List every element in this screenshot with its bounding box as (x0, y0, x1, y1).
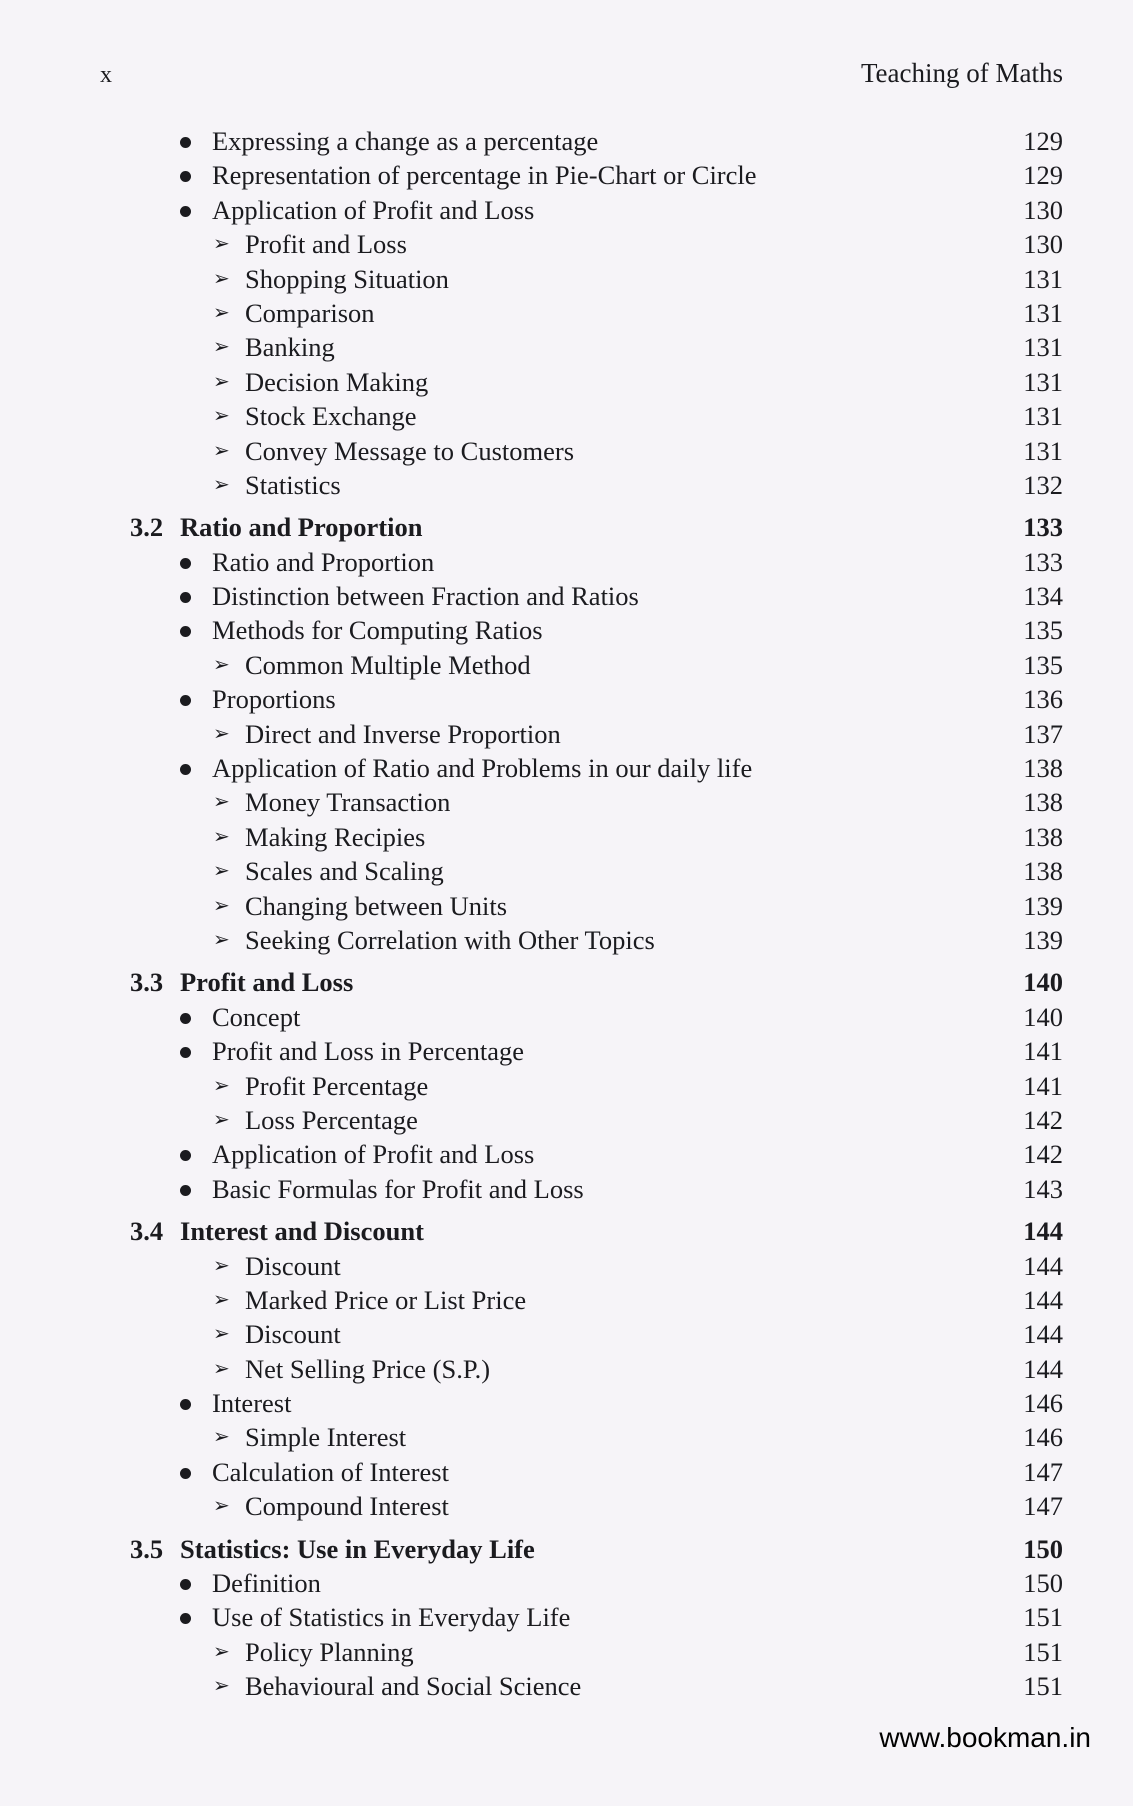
toc-entry-title: Seeking Correlation with Other Topics (245, 924, 655, 955)
toc-page-number: 143 (1023, 1173, 1063, 1204)
toc-entry-title: Banking (245, 332, 335, 363)
toc-subitem-row (0, 1283, 1133, 1317)
toc-page-number: 130 (1023, 194, 1063, 225)
toc-entry-title: Shopping Situation (245, 263, 449, 294)
toc-bullet-row (0, 1034, 1133, 1068)
toc-bullet-row (0, 158, 1133, 192)
toc-page-number: 150 (1023, 1568, 1063, 1599)
toc-subitem-row (0, 227, 1133, 261)
toc-page-number: 144 (1023, 1319, 1063, 1350)
toc-bullet-row (0, 1386, 1133, 1420)
toc-entry-title: Profit Percentage (245, 1070, 429, 1101)
toc-subitem-row (0, 717, 1133, 751)
toc-entry-title: Loss Percentage (245, 1104, 418, 1135)
toc-page-number: 146 (1023, 1388, 1063, 1419)
toc-entry-title: Statistics: Use in Everyday Life (180, 1533, 535, 1564)
bullet-icon (180, 592, 191, 603)
toc-page-number: 146 (1023, 1422, 1063, 1453)
toc-subitem-row (0, 1249, 1133, 1283)
toc-entry-title: Ratio and Proportion (180, 512, 423, 543)
toc-page-number: 151 (1023, 1671, 1063, 1702)
bullet-icon (180, 558, 191, 569)
toc-subitem-row (0, 330, 1133, 364)
toc-page-number: 141 (1023, 1070, 1063, 1101)
toc-subitem-row (0, 923, 1133, 957)
toc-page-number: 131 (1023, 297, 1063, 328)
toc-subitem-row (0, 1069, 1133, 1103)
toc-entry-title: Profit and Loss (245, 229, 407, 260)
arrowhead-icon: ➢ (213, 791, 230, 814)
toc-entry-title: Use of Statistics in Everyday Life (212, 1602, 571, 1633)
bullet-icon (180, 171, 191, 182)
toc-page-number: 142 (1023, 1104, 1063, 1135)
section-number: 3.5 (130, 1533, 164, 1564)
toc-entry-title: Interest (212, 1388, 292, 1419)
arrowhead-icon: ➢ (213, 301, 230, 324)
toc-entry-title: Making Recipies (245, 821, 426, 852)
toc-bullet-row (0, 1000, 1133, 1034)
arrowhead-icon: ➢ (213, 1357, 230, 1380)
toc-entry-title: Application of Ratio and Problems in our daily life (212, 753, 753, 784)
arrowhead-icon: ➢ (213, 1288, 230, 1311)
section-number: 3.2 (130, 512, 164, 543)
toc-entry-title: Concept (212, 1001, 301, 1032)
bullet-icon (180, 1399, 191, 1410)
toc-page-number: 134 (1023, 581, 1063, 612)
toc-page-number: 135 (1023, 615, 1063, 646)
toc-subitem-row (0, 399, 1133, 433)
toc-page-number: 140 (1023, 1001, 1063, 1032)
toc-bullet-row (0, 124, 1133, 158)
bullet-icon (180, 764, 191, 775)
toc-page-number: 131 (1023, 263, 1063, 294)
toc-entry-title: Distinction between Fraction and Ratios (212, 581, 639, 612)
toc-section-row (0, 965, 1133, 999)
toc-section-row (0, 510, 1133, 544)
toc-page-number: 138 (1023, 787, 1063, 818)
toc-entry-title: Definition (212, 1568, 321, 1599)
toc-subitem-row (0, 262, 1133, 296)
arrowhead-icon: ➢ (213, 1640, 230, 1663)
toc-page-number: 142 (1023, 1139, 1063, 1170)
toc-bullet-row (0, 1566, 1133, 1600)
toc-bullet-row (0, 1137, 1133, 1171)
toc-page-number: 151 (1023, 1636, 1063, 1667)
toc-bullet-row (0, 682, 1133, 716)
bullet-icon (180, 1150, 191, 1161)
toc-subitem-row (0, 468, 1133, 502)
toc-page-number: 138 (1023, 821, 1063, 852)
toc-section-row (0, 1532, 1133, 1566)
arrowhead-icon: ➢ (213, 405, 230, 428)
toc-page-number: 138 (1023, 753, 1063, 784)
toc-entry-title: Proportions (212, 684, 336, 715)
toc-page-number: 135 (1023, 649, 1063, 680)
arrowhead-icon: ➢ (213, 722, 230, 745)
toc-entry-title: Marked Price or List Price (245, 1284, 527, 1315)
toc-page-number: 139 (1023, 924, 1063, 955)
toc-bullet-row (0, 1455, 1133, 1489)
toc-bullet-row (0, 1172, 1133, 1206)
toc-page-number: 139 (1023, 890, 1063, 921)
toc-page-number: 138 (1023, 856, 1063, 887)
toc-entry-title: Methods for Computing Ratios (212, 615, 543, 646)
toc-page-number: 144 (1023, 1284, 1063, 1315)
toc-entry-title: Expressing a change as a percentage (212, 126, 599, 156)
toc-entry-title: Behavioural and Social Science (245, 1671, 582, 1702)
bullet-icon (180, 1013, 191, 1024)
toc-page-number: 141 (1023, 1036, 1063, 1067)
toc-entry-title: Basic Formulas for Profit and Loss (212, 1173, 584, 1204)
arrowhead-icon: ➢ (213, 233, 230, 256)
arrowhead-icon: ➢ (213, 473, 230, 496)
toc-subitem-row (0, 785, 1133, 819)
toc-page-number: 132 (1023, 469, 1063, 500)
toc-subitem-row (0, 854, 1133, 888)
toc-entry-title: Stock Exchange (245, 401, 417, 432)
toc-entry-title: Money Transaction (245, 787, 451, 818)
toc-subitem-row (0, 296, 1133, 330)
toc-page-number: 144 (1023, 1250, 1063, 1281)
toc-bullet-row (0, 751, 1133, 785)
bullet-icon (180, 206, 191, 217)
arrowhead-icon: ➢ (213, 1426, 230, 1449)
toc-page-number: 131 (1023, 366, 1063, 397)
arrowhead-icon: ➢ (213, 825, 230, 848)
toc-entry-title: Decision Making (245, 366, 429, 397)
bullet-icon (180, 137, 191, 148)
toc-entry-title: Statistics (245, 469, 341, 500)
arrowhead-icon: ➢ (213, 653, 230, 676)
table-of-contents (0, 124, 1133, 1704)
publisher-website: www.bookman.in (879, 1722, 1091, 1753)
toc-entry-title: Interest and Discount (180, 1216, 424, 1247)
toc-page-number: 131 (1023, 435, 1063, 466)
toc-bullet-row (0, 579, 1133, 613)
toc-page-number: 140 (1023, 967, 1063, 998)
arrowhead-icon: ➢ (213, 1323, 230, 1346)
toc-subitem-row (0, 820, 1133, 854)
toc-page-number: 144 (1023, 1216, 1063, 1247)
toc-page-number: 129 (1023, 126, 1063, 156)
bullet-icon (180, 1613, 191, 1624)
toc-bullet-row (0, 193, 1133, 227)
arrowhead-icon: ➢ (213, 370, 230, 393)
bullet-icon (180, 695, 191, 706)
toc-bullet-row (0, 613, 1133, 647)
arrowhead-icon: ➢ (213, 1108, 230, 1131)
toc-page-number: 136 (1023, 684, 1063, 715)
toc-bullet-row (0, 545, 1133, 579)
toc-subitem-row (0, 1669, 1133, 1703)
toc-entry-title: Simple Interest (245, 1422, 407, 1453)
toc-page-number: 144 (1023, 1353, 1063, 1384)
toc-subitem-row (0, 1317, 1133, 1351)
bullet-icon (180, 626, 191, 637)
section-number: 3.3 (130, 967, 164, 998)
running-title: Teaching of Maths (860, 58, 1063, 88)
toc-entry-title: Convey Message to Customers (245, 435, 575, 466)
toc-subitem-row (0, 1352, 1133, 1386)
toc-subitem-row (0, 1420, 1133, 1454)
arrowhead-icon: ➢ (213, 1074, 230, 1097)
toc-entry-title: Ratio and Proportion (212, 546, 435, 577)
arrowhead-icon: ➢ (213, 439, 230, 462)
toc-entry-title: Profit and Loss in Percentage (212, 1036, 525, 1067)
toc-page-number: 137 (1023, 718, 1063, 749)
bullet-icon (180, 1579, 191, 1590)
arrowhead-icon: ➢ (213, 1495, 230, 1518)
toc-subitem-row (0, 1635, 1133, 1669)
arrowhead-icon: ➢ (213, 928, 230, 951)
toc-entry-title: Common Multiple Method (245, 649, 531, 680)
toc-page-number: 147 (1023, 1456, 1063, 1487)
toc-subitem-row (0, 365, 1133, 399)
page-number: x (100, 62, 112, 88)
toc-entry-title: Discount (245, 1319, 341, 1350)
arrowhead-icon: ➢ (213, 1675, 230, 1698)
bullet-icon (180, 1468, 191, 1479)
toc-subitem-row (0, 889, 1133, 923)
toc-entry-title: Profit and Loss (180, 967, 354, 998)
toc-entry-title: Application of Profit and Loss (212, 1139, 535, 1170)
toc-entry-title: Application of Profit and Loss (212, 194, 535, 225)
toc-entry-title: Calculation of Interest (212, 1456, 449, 1487)
arrowhead-icon: ➢ (213, 894, 230, 917)
toc-page-number: 133 (1023, 546, 1063, 577)
toc-entry-title: Compound Interest (245, 1491, 449, 1522)
toc-page-number: 130 (1023, 229, 1063, 260)
toc-page-number: 131 (1023, 332, 1063, 363)
toc-subitem-row (0, 1103, 1133, 1137)
toc-entry-title: Changing between Units (245, 890, 508, 921)
toc-section-row (0, 1214, 1133, 1248)
toc-page-number: 151 (1023, 1602, 1063, 1633)
section-number: 3.4 (130, 1216, 164, 1247)
toc-page-number: 150 (1023, 1533, 1063, 1564)
toc-entry-title: Net Selling Price (S.P.) (245, 1353, 491, 1384)
bullet-icon (180, 1047, 191, 1058)
toc-entry-title: Policy Planning (245, 1636, 414, 1667)
arrowhead-icon: ➢ (213, 1254, 230, 1277)
arrowhead-icon: ➢ (213, 267, 230, 290)
toc-subitem-row (0, 648, 1133, 682)
bullet-icon (180, 1185, 191, 1196)
toc-subitem-row (0, 434, 1133, 468)
toc-page-number: 147 (1023, 1491, 1063, 1522)
toc-entry-title: Discount (245, 1250, 341, 1281)
toc-subitem-row (0, 1489, 1133, 1523)
toc-page-number: 129 (1023, 160, 1063, 191)
toc-entry-title: Representation of percentage in Pie-Chart or Circle (212, 160, 757, 191)
toc-bullet-row (0, 1600, 1133, 1634)
toc-entry-title: Comparison (245, 297, 375, 328)
toc-entry-title: Scales and Scaling (245, 856, 444, 887)
toc-page-number: 131 (1023, 401, 1063, 432)
arrowhead-icon: ➢ (213, 860, 230, 883)
toc-page-number: 133 (1023, 512, 1063, 543)
toc-entry-title: Direct and Inverse Proportion (245, 718, 561, 749)
arrowhead-icon: ➢ (213, 336, 230, 359)
